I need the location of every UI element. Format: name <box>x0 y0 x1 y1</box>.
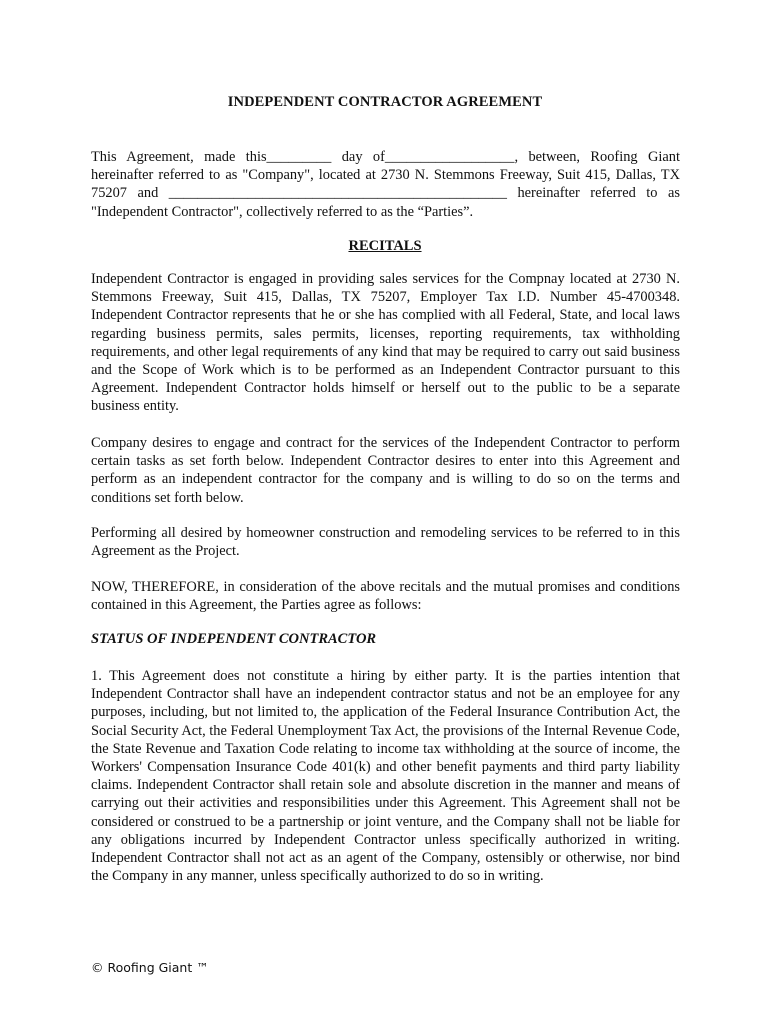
recital-paragraph-3: Performing all desired by homeowner construction and remodeling services to be referred to in this Agreement as the Project. <box>91 525 680 560</box>
recital-paragraph-2: Company desires to engage and contract for the services of the Independent Contractor to perform certain tasks as set forth below. Independent Contractor desires to enter into this Agreement and perform as an independent contractor for the company and is willing to do so on the terms and conditions set forth below. <box>91 435 680 506</box>
recitals-heading: RECITALS <box>348 238 422 254</box>
clause-1-paragraph: 1. This Agreement does not constitute a hiring by either party. It is the parties intention that Independent Contractor shall have an independent contractor status and not be an employee for any purposes, including, but not limited to, the application of the Federal Insurance Contribution Act, the Social Security Act, the Federal Unemployment Tax Act, the provisions of the Internal Revenue Code, the State Revenue and Taxation Code relating to income tax withholding at the source of income, the Workers' Compensation Insurance Code 401(k) and other benefit payments and third party liability claims. Independent Contractor shall retain sole and absolute discretion in the manner and means of carrying out their activities and responsibilities under this Agreement. This Agreement shall not be considered or construed to be a partnership or joint venture, and the Company shall not be liable for any obligations incurred by Independent Contractor unless specifically authorized in writing. Independent Contractor shall not act as an agent of the Company, ostensibly or otherwise, nor bind the Company in any manner, unless specifically authorized to do so in writing. <box>91 668 681 885</box>
footer-copyright: © Roofing Giant ™ <box>91 960 209 975</box>
page-title: INDEPENDENT CONTRACTOR AGREEMENT <box>227 94 543 110</box>
status-heading: STATUS OF INDEPENDENT CONTRACTOR <box>91 631 377 647</box>
intro-paragraph: This Agreement, made this_________ day of__________________, between, Roofing Giant hereinafter referred to as "Company", located at 2730 N. Stemmons Freeway, Suit 415, Dallas, TX 75207 and _______________________________________________ hereinafter referred to as "Independent Contractor", collectively referred to as the “Parties”. <box>91 149 680 220</box>
recital-paragraph-4: NOW, THEREFORE, in consideration of the above recitals and the mutual promises and conditions contained in this Agreement, the Parties agree as follows: <box>91 579 680 614</box>
recital-paragraph-1: Independent Contractor is engaged in providing sales services for the Compnay located at 2730 N. Stemmons Freeway, Suit 415, Dallas, TX 75207, Employer Tax I.D. Number 45-4700348. Independent Contractor represents that he or she has complied with all Federal, State, and local laws regarding business permits, sales permits, licenses, reporting requirements, tax withholding requirements, and other legal requirements of any kind that may be required to carry out said business and the Scope of Work which is to be performed as an Independent Contractor pursuant to this Agreement. Independent Contractor holds himself or herself out to the public to be a separate business entity. <box>91 271 680 415</box>
